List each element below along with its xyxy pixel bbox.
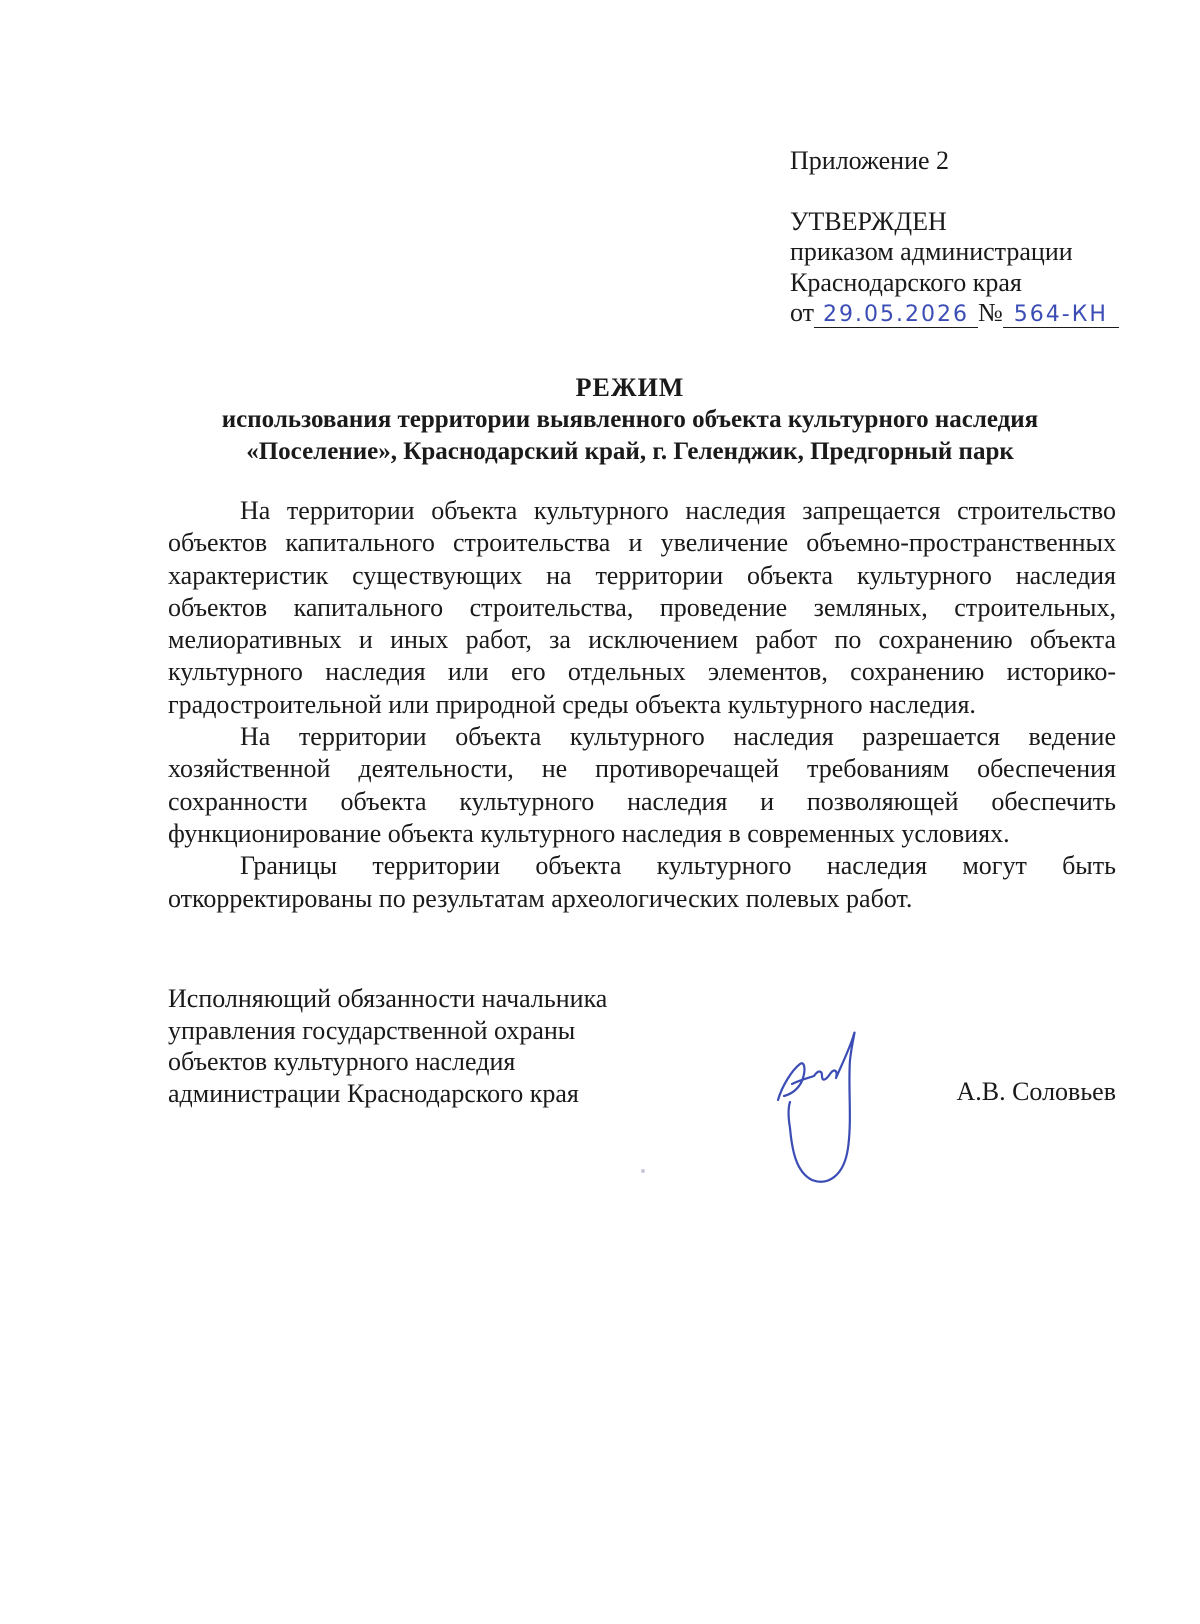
- handwritten-order-number: 564-КН: [1003, 303, 1119, 328]
- title-main: РЕЖИМ: [575, 373, 685, 402]
- title-subtitle-line-1: использования территории выявленного объекта культурного наследия: [221, 406, 1039, 433]
- document-body: [168, 495, 1116, 915]
- scan-speck: [641, 1169, 645, 1173]
- signatory-name: А.В. Соловьев: [956, 1077, 1116, 1106]
- paragraph-prohibitions: На территории объекта культурного наследия запрещается строительство объектов капитального строительства и увеличение объемно-пространственных характеристик существующих на территории объекта культурного наследия объектов капитального строительства, проведение земляных, строительных, мелиоративных и иных работ, за исключением работ по сохранению объекта культурного наследия или его отдельных элементов, сохранению историко-градостроительной или природной среды объекта культурного наследия.: [168, 496, 1116, 719]
- position-line-4: администрации Краснодарского края: [168, 1078, 579, 1108]
- date-prefix: от: [790, 298, 815, 327]
- document-title: [150, 372, 1110, 468]
- appendix-label: Приложение 2: [790, 146, 950, 175]
- position-line-3: объектов культурного наследия: [168, 1047, 516, 1076]
- position-line-2: управления государственной охраны: [168, 1015, 576, 1045]
- title-subtitle-line-2: «Поселение», Краснодарский край, г. Геленджик, Предгорный парк: [246, 438, 1014, 465]
- handwritten-signature: [770, 1030, 875, 1190]
- order-date-number-line: [790, 298, 1119, 329]
- position-line-1: Исполняющий обязанности начальника: [168, 984, 608, 1013]
- order-line-2: Краснодарского края: [790, 267, 1022, 297]
- approved-label: УТВЕРЖДЕН: [790, 206, 947, 236]
- order-line-1: приказом администрации: [790, 237, 1073, 266]
- signatory-position: [168, 983, 607, 1109]
- paragraph-permissions: На территории объекта культурного наследия разрешается ведение хозяйственной деятельности, не противоречащей требованиям обеспечения сохранности объекта культурного наследия и позволяющей обеспечить функционирование объекта культурного наследия в современных условиях.: [168, 722, 1116, 848]
- handwritten-date: 29.05.2026: [814, 303, 978, 328]
- paragraph-boundaries: Границы территории объекта культурного наследия могут быть откорректированы по результатам археологических полевых работ.: [168, 851, 1116, 913]
- approval-stamp-block: [790, 146, 1119, 329]
- number-sign: №: [978, 298, 1003, 327]
